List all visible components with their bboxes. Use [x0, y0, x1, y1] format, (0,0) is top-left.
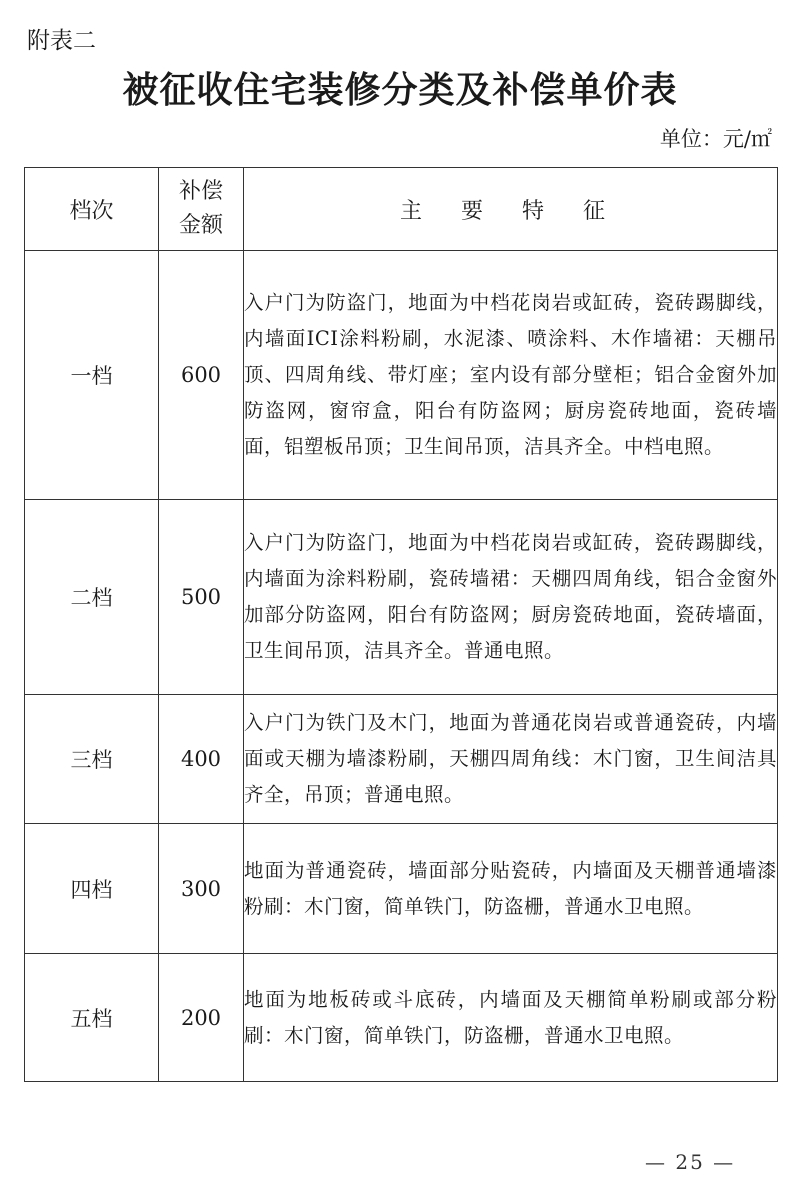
table-row: [25, 954, 778, 1082]
features-cell: 地面为普通瓷砖，墙面部分贴瓷砖，内墙面及天棚普通墙漆粉刷：木门窗，简单铁门，防盗栅，普通水卫电照。: [244, 824, 778, 954]
amount-cell: 400: [159, 695, 244, 824]
features-cell: 地面为地板砖或斗底砖，内墙面及天棚简单粉刷或部分粉刷：木门窗，简单铁门，防盗栅，普通水卫电照。: [244, 954, 778, 1082]
grade-cell: 三档: [25, 695, 159, 824]
features-cell: 入户门为铁门及木门，地面为普通花岗岩或普通瓷砖，内墙面或天棚为墙漆粉刷，天棚四周角线：木门窗，卫生间洁具齐全，吊顶；普通电照。: [244, 695, 778, 824]
header-amount: [159, 168, 244, 251]
grade-cell: 五档: [25, 954, 159, 1082]
table-row: [25, 695, 778, 824]
appendix-label: 附表二: [27, 28, 96, 54]
header-amount-line1: 补偿: [178, 179, 223, 204]
page-number: — 25 —: [645, 1150, 736, 1174]
compensation-table: [24, 167, 778, 1082]
grade-cell: 二档: [25, 500, 159, 695]
table-row: [25, 500, 778, 695]
grade-cell: 一档: [25, 251, 159, 500]
page-title: 被征收住宅装修分类及补偿单价表: [122, 69, 678, 111]
header-amount-line2: 金额: [178, 213, 223, 238]
table-row: [25, 251, 778, 500]
amount-cell: 300: [159, 824, 244, 954]
features-cell: 入户门为防盗门，地面为中档花岗岩或缸砖，瓷砖踢脚线，内墙面ICI涂料粉刷，水泥漆、喷涂料、木作墙裙：天棚吊顶、四周角线、带灯座；室内设有部分壁柜；铝合金窗外加防盗网，窗帘盒，阳台有防盗网；厨房瓷砖地面，瓷砖墙面，铝塑板吊顶；卫生间吊顶，洁具齐全。中档电照。: [244, 251, 778, 500]
amount-cell: 500: [159, 500, 244, 695]
table-header-row: [25, 168, 778, 251]
grade-cell: 四档: [25, 824, 159, 954]
header-grade: 档次: [25, 168, 159, 251]
amount-cell: 600: [159, 251, 244, 500]
unit-label: 单位：元/㎡: [659, 127, 772, 151]
amount-cell: 200: [159, 954, 244, 1082]
features-cell: 入户门为防盗门，地面为中档花岗岩或缸砖，瓷砖踢脚线，内墙面为涂料粉刷，瓷砖墙裙：天棚四周角线，铝合金窗外加部分防盗网，阳台有防盗网；厨房瓷砖地面，瓷砖墙面，卫生间吊顶，洁具齐全。普通电照。: [244, 500, 778, 695]
table-row: [25, 824, 778, 954]
header-features: 主 要 特 征: [244, 168, 778, 251]
